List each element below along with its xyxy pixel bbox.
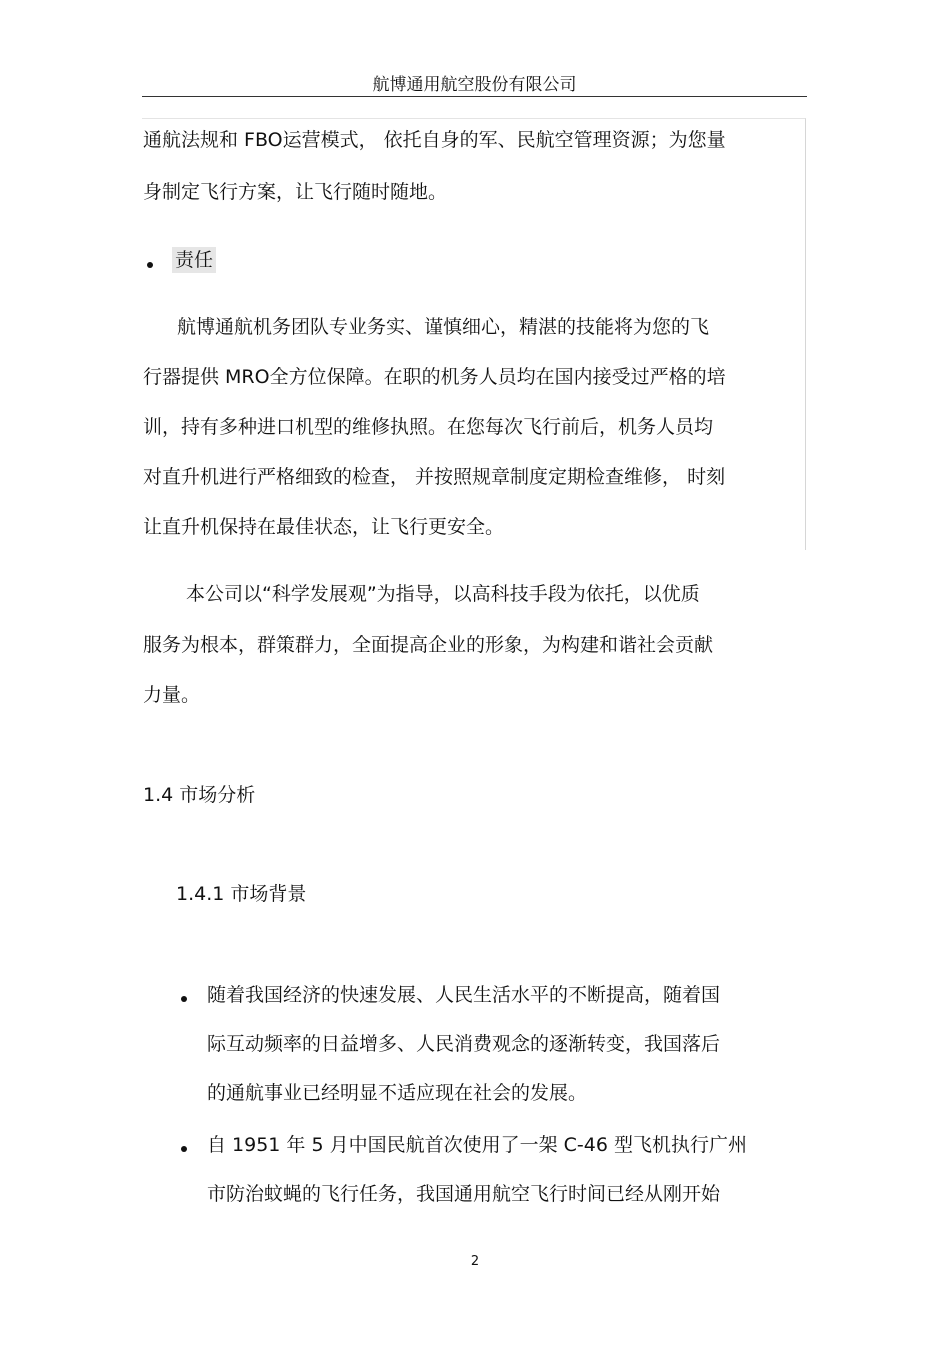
responsibility-label — [172, 251, 216, 270]
bullet-2-line-2: 市防治蚊蝇的飞行任务，我国通用航空飞行时间已经从刚开始 — [207, 1183, 721, 1205]
responsibility-label-text: 责任 — [172, 247, 216, 273]
bullet-1-line-1: 随着我国经济的快速发展、人民生活水平的不断提高，随着国 — [207, 984, 721, 1006]
bullet-1-line-3: 的通航事业已经明显不适应现在社会的发展。 — [207, 1082, 588, 1104]
responsibility-line-1: 航博通航机务团队专业务实、谨慎细心，精湛的技能将为您的飞 — [177, 316, 710, 338]
responsibility-line-3: 训，持有多种进口机型的维修执照。在您每次飞行前后，机务人员均 — [143, 416, 714, 438]
company-line-1: 本公司以“科学发展观”为指导，以高科技手段为依托，以优质 — [186, 583, 700, 605]
responsibility-line-4: 对直升机进行严格细致的检查， 并按照规章制度定期检查维修， 时刻 — [143, 466, 726, 488]
company-line-3: 力量。 — [143, 684, 201, 706]
subsection-heading: 1.4.1 市场背景 — [176, 883, 307, 905]
bullet-icon — [181, 1146, 187, 1152]
responsibility-line-5: 让直升机保持在最佳状态，让飞行更安全。 — [143, 516, 505, 538]
bullet-2-line-1: 自 1951 年 5 月中国民航首次使用了一架 C-46 型飞机执行广州 — [207, 1134, 747, 1156]
section-heading: 1.4 市场分析 — [143, 784, 256, 806]
responsibility-line-2: 行器提供 MRO全方位保障。在职的机务人员均在国内接受过严格的培 — [143, 366, 726, 388]
page-number: 2 — [470, 1254, 480, 1269]
intro-line-2: 身制定飞行方案，让飞行随时随地。 — [143, 181, 448, 203]
page-header-title: 航博通用航空股份有限公司 — [372, 75, 577, 95]
bullet-icon — [181, 996, 187, 1002]
bullet-icon — [147, 262, 153, 268]
company-line-2: 服务为根本，群策群力，全面提高企业的形象，为构建和谐社会贡献 — [143, 634, 714, 656]
intro-line-1: 通航法规和 FBO运营模式， 依托自身的军、民航空管理资源；为您量 — [143, 129, 726, 151]
bullet-1-line-2: 际互动频率的日益增多、人民消费观念的逐渐转变，我国落后 — [207, 1033, 721, 1055]
header-rule — [142, 96, 807, 97]
